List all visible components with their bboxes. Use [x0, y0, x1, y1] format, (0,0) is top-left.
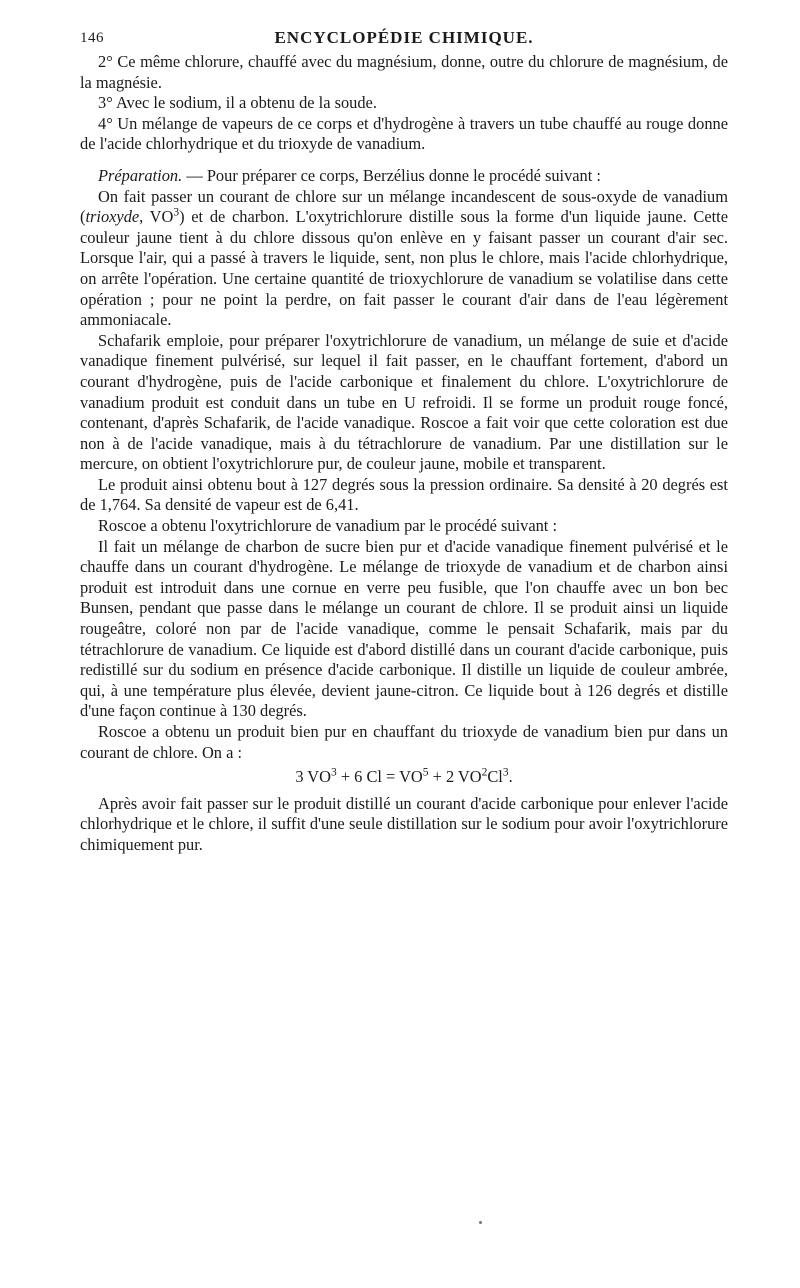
paragraph: Le produit ainsi obtenu bout à 127 degrés sous la pression ordinaire. Sa densité à 20 degrés est de 1,764. Sa densité de vapeur est de 6,41. [80, 474, 728, 515]
chemical-equation [80, 767, 728, 788]
italic-term: trioxyde [85, 207, 140, 227]
text-span: ) et de charbon. L'oxytrichlorure distille sous la forme d'un liquide jaune. Cette couleur jaune tient à du chlore dissous qu'on enlève en y faisant passer un courant d'air sec. Lorsque l'air, qui a passé à travers le liquide, sent, non plus le chlore, mais l'acide chlorhydrique, on arrête l'opération. Une certaine quantité de trioxychlorure de vanadium se volatilise dans cette opération ; pour ne point la perdre, on fait passer le courant d'air dans de l'eau légèrement ammoniacale. [80, 207, 729, 330]
document-page [80, 22, 728, 856]
paragraph: 2° Ce même chlorure, chauffé avec du magnésium, donne, outre du chlorure de magnésium, de la magnésie. [80, 52, 728, 92]
paragraph: Roscoe a obtenu l'oxytrichlorure de vanadium par le procédé suivant : [98, 516, 558, 536]
section-heading-paragraph [80, 166, 728, 187]
paragraph: Il fait un mélange de charbon de sucre bien pur et d'acide vanadique finement pulvérisé et le chauffe dans un courant d'hydrogène. Le mélange de trioxyde de vanadium et de charbon ainsi produit est introduit dans une cornue en verre peu fusible, que l'on chauffe avec un bon bec Bunsen, pendant que passe dans le mélange un courant de chlore. Il se produit ainsi un liquide rougeâtre, coloré non par de l'acide vanadique, comme le pensait Schafarik, mais par du tétrachlorure de vanadium. Ce liquide est d'abord distillé dans un courant d'acide carbonique, puis redistillé sur du sodium en présence d'acide carbonique. Il distille un liquide de couleur ambrée, qui, à une température plus élevée, devient jaune-citron. Ce liquide bout à 126 degrés et distille d'une façon continue à 130 degrés. [80, 536, 728, 721]
print-speck [479, 1221, 482, 1224]
running-title: ENCYCLOPÉDIE CHIMIQUE. [274, 28, 534, 47]
paragraph: 4° Un mélange de vapeurs de ce corps et d'hydrogène à travers un tube chauffé au rouge donne de l'acide chlorhydrique et du trioxyde de vanadium. [80, 113, 728, 154]
text-span: , VO [139, 207, 174, 227]
equation-part: + 2 VO [428, 767, 482, 787]
paragraph: Schafarik emploie, pour préparer l'oxytrichlorure de vanadium, un mélange de suie et d'acide vanadique finement pulvérisé, sur lequel il fait passer, en le chauffant fortement, d'abord un courant d'hydrogène, puis de l'acide carbonique et finalement du chlore. L'oxytrichlorure de vanadium produit est conduit dans un tube en U refroidi. Il se forme un produit rouge foncé, contenant, d'après Schafarik, de l'acide vanadique. Roscoe a fait voir que cette coloration est due non à de l'acide vanadique, mais à du tétrachlorure de vanadium. Par une distillation sur le mercure, on obtient l'oxytrichlorure pur, de couleur jaune, mobile et transparent. [80, 330, 728, 474]
equation-part: + 6 Cl = VO [336, 767, 423, 787]
paragraph: Après avoir fait passer sur le produit distillé un courant d'acide carbonique pour enlever l'acide chlorhydrique et le chlore, il suffit d'une seule distillation sur le sodium pour avoir l'oxytrichlorure chimiquement pur. [80, 793, 728, 854]
paragraph: 3° Avec le sodium, il a obtenu de la soude. [98, 93, 377, 113]
superscript: 3 [330, 766, 337, 779]
section-heading: Préparation. [98, 165, 183, 185]
superscript: 5 [422, 766, 429, 779]
paragraph: Roscoe a obtenu un produit bien pur en chauffant du trioxyde de vanadium bien pur dans un courant de chlore. On a : [80, 722, 728, 762]
page-number: 146 [80, 30, 104, 46]
superscript: 2 [481, 766, 488, 779]
equation-part: 3 VO [295, 767, 331, 787]
text-span: On fait passer un courant de chlore sur un mélange incandescent de sous-oxyde de vanadium ( [80, 186, 728, 227]
heading-text: — Pour préparer ce corps, Berzélius donne le procédé suivant : [182, 165, 601, 185]
superscript: 3 [502, 766, 509, 779]
paragraph [80, 187, 728, 331]
equation-part: . [508, 767, 513, 787]
superscript: 3 [173, 206, 180, 219]
page-header [80, 22, 728, 52]
body-text [80, 52, 728, 856]
equation-part: Cl [487, 767, 503, 787]
